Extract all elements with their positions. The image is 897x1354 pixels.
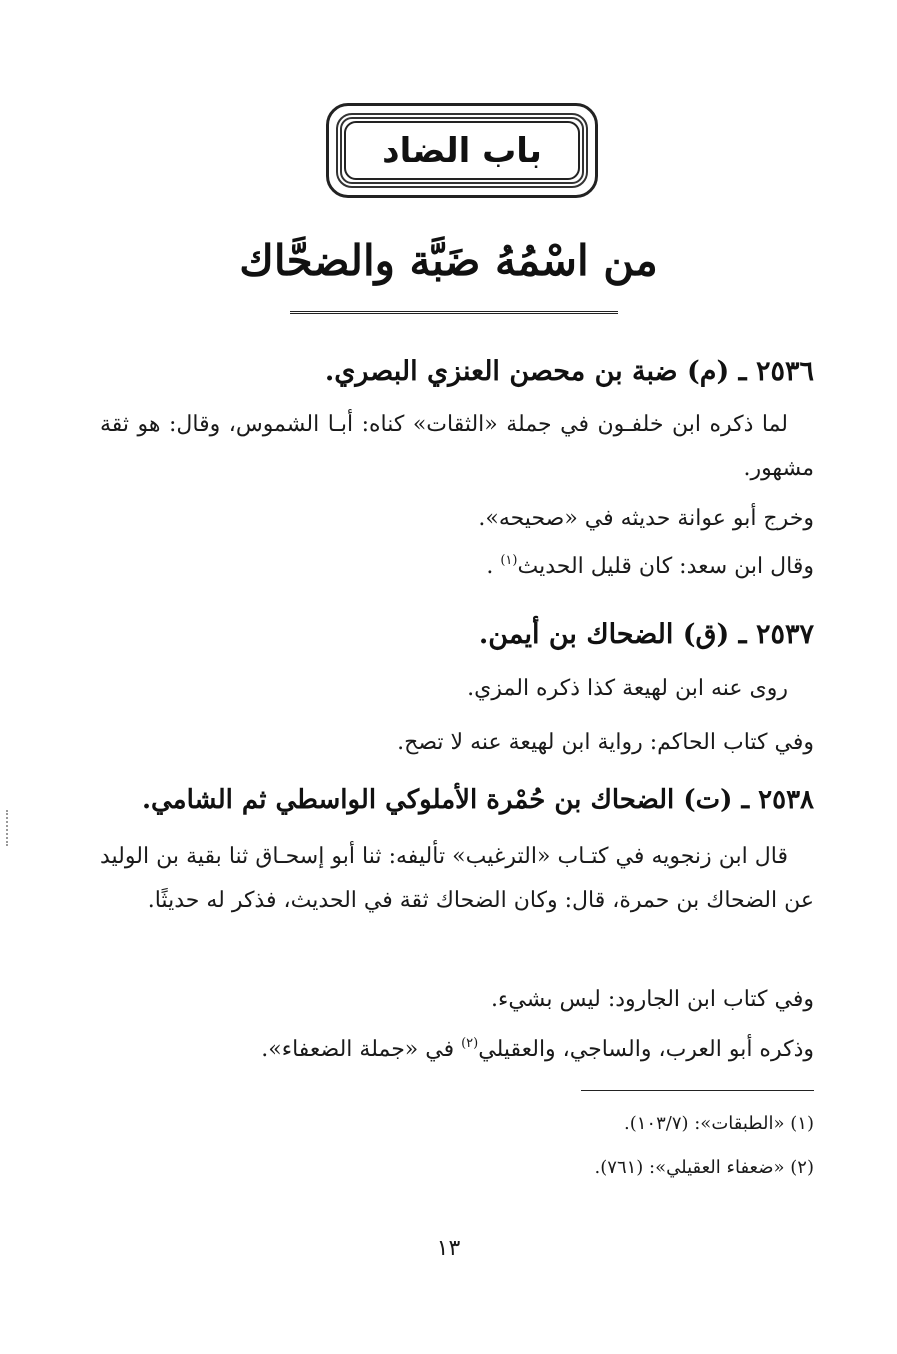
entry-2538-paragraph-1: قال ابن زنجويه في كتـاب «الترغيب» تأليفه: ثنا أبو إسحـاق ثنا بقية بن الوليد عن الضحاك بن حمرة، قال: وكان الضحاك ثقة في الحديث، فذكر له حديثًا. (100, 844, 814, 913)
entry-2536-paragraph-3-text: وقال ابن سعد: كان قليل الحديث (517, 554, 814, 579)
footnote-1: (١) «الطبقات»: (١٠٣/٧). (624, 1113, 814, 1134)
entry-2536-paragraph-3 (100, 545, 814, 589)
footnote-separator (581, 1090, 814, 1091)
entry-2536-paragraph-1: لما ذكره ابن خلفـون في جملة «الثقات» كناه: أبـا الشموس، وقال: هو ثقة مشهور. (100, 412, 814, 481)
entry-heading-2536: ٢٥٣٦ ـ (م) ضبة بن محصن العنزي البصري. (324, 356, 814, 387)
title-underline (290, 311, 618, 314)
entry-2538-paragraph-3-text: وذكره أبو العرب، والساجي، والعقيلي (478, 1037, 814, 1062)
chapter-frame-inner (344, 121, 580, 180)
entry-2538-paragraph-3-tail: في «جملة الضعفاء». (261, 1037, 462, 1062)
chapter-title: باب الضاد (382, 130, 542, 171)
footnote-2: (٢) «ضعفاء العقيلي»: (٧٦١). (594, 1157, 814, 1178)
entry-2538-paragraph-3 (100, 1028, 814, 1072)
margin-mark (6, 810, 10, 846)
footnote-ref-2: (٢) (461, 1036, 479, 1051)
footnote-ref-1: (١) (500, 553, 518, 568)
entry-heading-2538: ٢٥٣٨ ـ (ت) الضحاك بن حُمْرة الأملوكي الواسطي ثم الشامي. (141, 785, 814, 815)
entry-2538-paragraph-2: وفي كتاب ابن الجارود: ليس بشيء. (491, 987, 814, 1012)
entry-2537-paragraph-1: روى عنه ابن لهيعة كذا ذكره المزي. (467, 676, 788, 701)
chapter-frame (326, 103, 598, 198)
section-title: من اسْمُهُ ضَبَّة والضحَّاك (239, 236, 658, 285)
entry-2536-paragraph-3-end: . (486, 554, 501, 579)
entry-2536-paragraph-2: وخرج أبو عوانة حديثه في «صحيحه». (478, 506, 814, 531)
entry-2537-paragraph-2: وفي كتاب الحاكم: رواية ابن لهيعة عنه لا تصح. (397, 730, 814, 755)
page-number: ١٣ (436, 1236, 461, 1261)
entry-heading-2537: ٢٥٣٧ ـ (ق) الضحاك بن أيمن. (478, 619, 814, 650)
